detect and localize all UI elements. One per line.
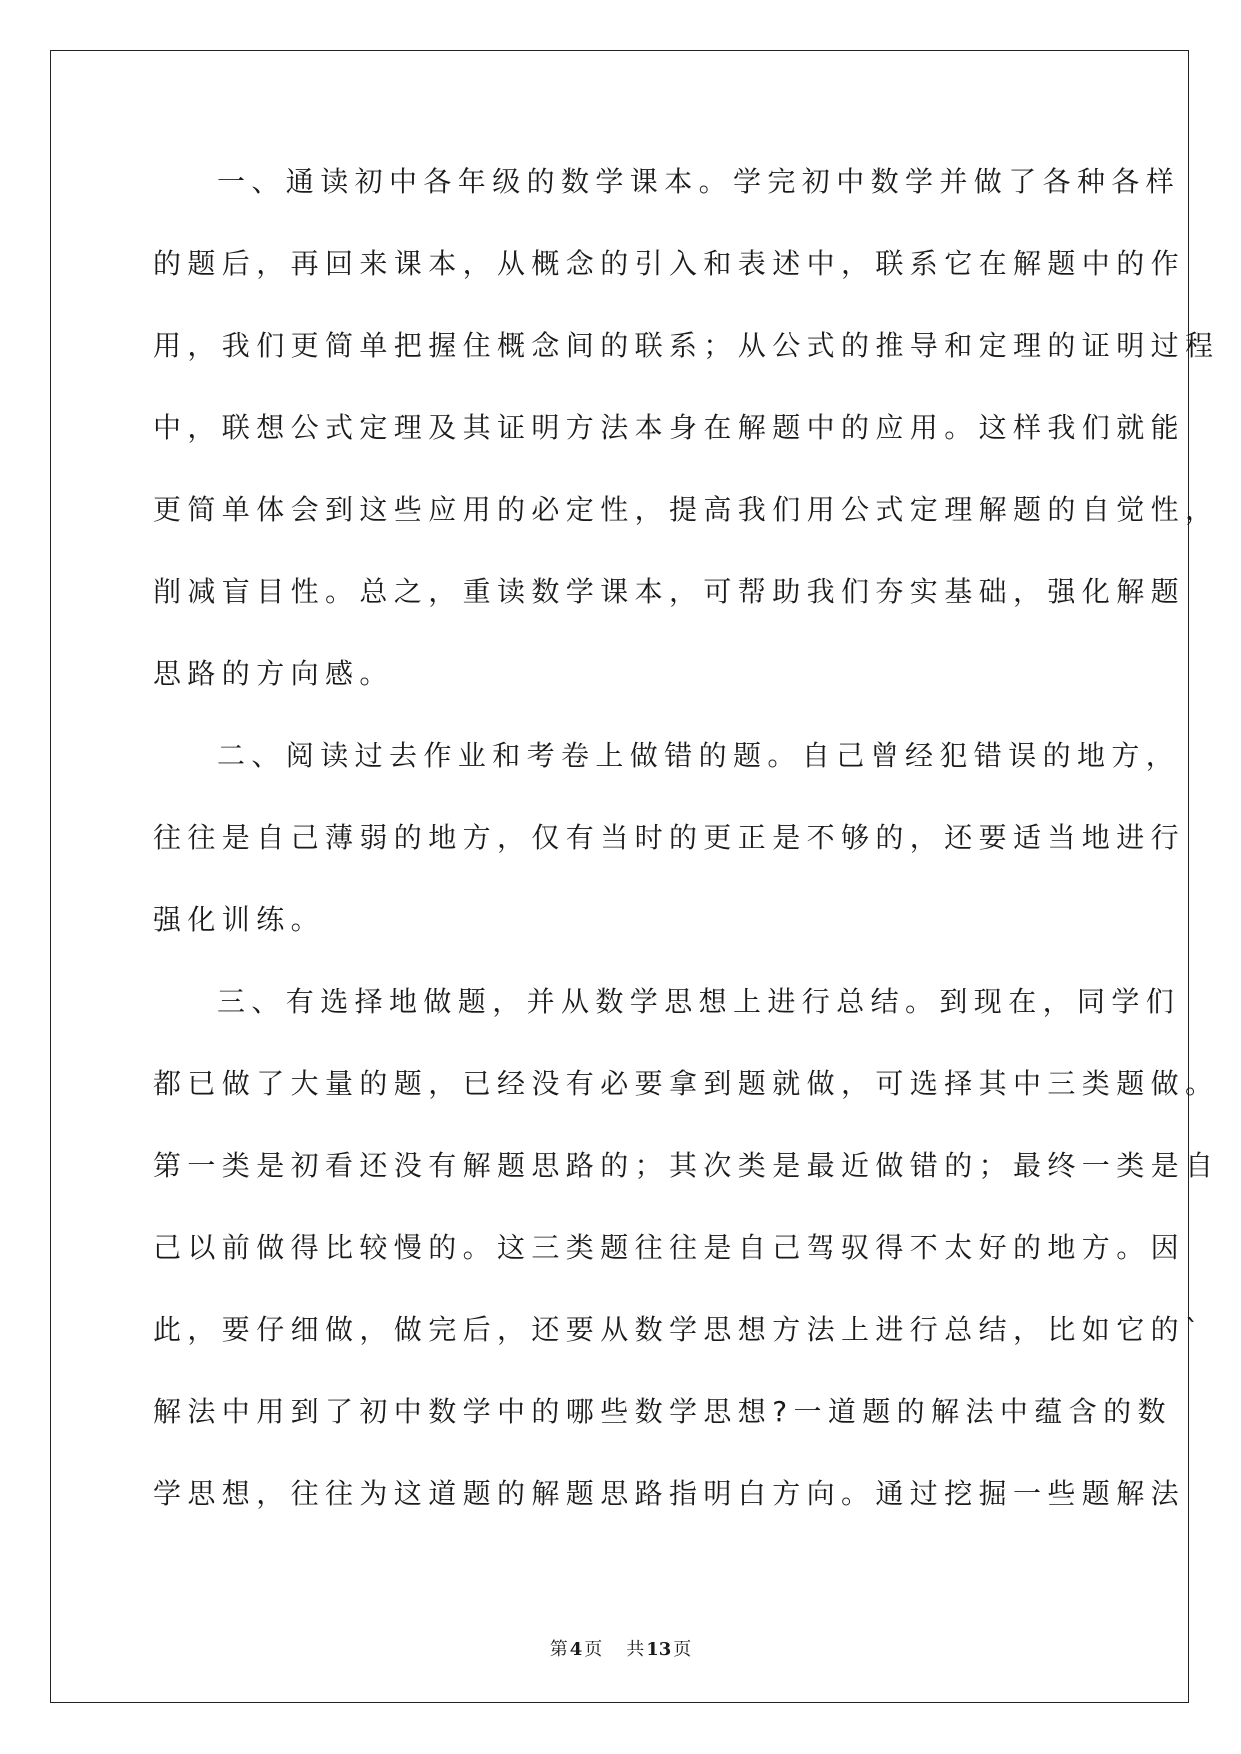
text-line: 思路的方向感。 <box>153 657 394 690</box>
text-line: 削减盲目性。总之，重读数学课本，可帮助我们夯实基础，强化解题 <box>153 575 1186 608</box>
text-line: 都已做了大量的题，已经没有必要拿到题就做，可选择其中三类题做。 <box>153 1067 1220 1100</box>
text-line: 学思想，往往为这道题的解题思路指明白方向。通过挖掘一些题解法 <box>153 1477 1186 1510</box>
text-line: 的题后，再回来课本，从概念的引入和表述中，联系它在解题中的作 <box>153 247 1186 280</box>
text-line: 中，联想公式定理及其证明方法本身在解题中的应用。这样我们就能 <box>153 411 1186 444</box>
total-pages: 13 <box>646 1639 672 1660</box>
text-line: 一、通读初中各年级的数学课本。学完初中数学并做了各种各样 <box>217 165 1181 198</box>
text-line: 己以前做得比较慢的。这三类题往往是自己驾驭得不太好的地方。因 <box>153 1231 1186 1264</box>
text-line: 用，我们更简单把握住概念间的联系；从公式的推导和定理的证明过程 <box>153 329 1220 362</box>
text-line: 三、有选择地做题，并从数学思想上进行总结。到现在，同学们 <box>217 985 1181 1018</box>
text-line: 二、阅读过去作业和考卷上做错的题。自己曾经犯错误的地方， <box>217 739 1181 772</box>
text-line: 强化训练。 <box>153 903 326 936</box>
document-body <box>153 162 1220 1556</box>
total-prefix: 共 <box>626 1639 645 1660</box>
text-line: 更简单体会到这些应用的必定性，提高我们用公式定理解题的自觉性， <box>153 493 1220 526</box>
text-line: 往往是自己薄弱的地方，仅有当时的更正是不够的，还要适当地进行 <box>153 821 1186 854</box>
page-number: 4 <box>569 1639 583 1660</box>
text-line: 第一类是初看还没有解题思路的；其次类是最近做错的；最终一类是自 <box>153 1149 1220 1182</box>
text-line: 解法中用到了初中数学中的哪些数学思想?一道题的解法中蕴含的数 <box>153 1395 1172 1428</box>
total-suffix: 页 <box>673 1639 692 1660</box>
text-line: 此，要仔细做，做完后，还要从数学思想方法上进行总结，比如它的` <box>153 1313 1206 1346</box>
page-prefix: 第 <box>549 1639 568 1660</box>
page-footer <box>0 1638 1241 1662</box>
page-suffix: 页 <box>584 1639 603 1660</box>
